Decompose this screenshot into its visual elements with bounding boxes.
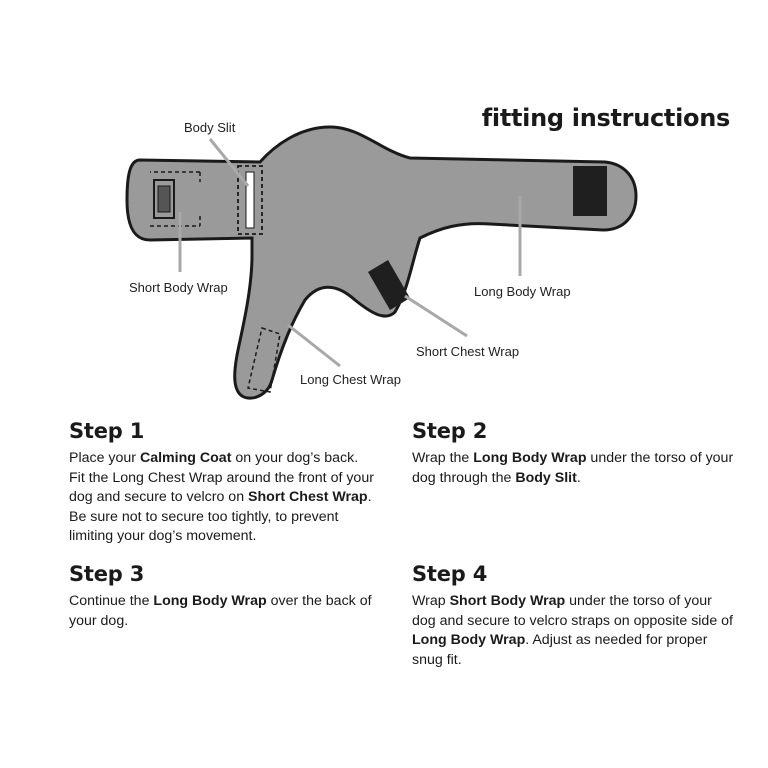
body-slit xyxy=(246,172,254,228)
step-text-run: under the torso of your dog and secure to velcro straps on opposite side of xyxy=(412,593,733,629)
step-text-bold: Long Body Wrap xyxy=(473,450,587,466)
step-text-run: . Be sure not to secure too tightly, to prevent limiting your dog’s movement. xyxy=(69,489,372,544)
step-text-run: Place your xyxy=(69,450,140,466)
step-heading: Step 1 xyxy=(69,419,145,443)
step-text xyxy=(69,592,374,631)
step-text xyxy=(69,449,374,547)
step-text-run: . Adjust as needed for proper snug fit. xyxy=(412,632,708,668)
step-text-bold: Long Body Wrap xyxy=(412,632,526,648)
callout-long-body-wrap: Long Body Wrap xyxy=(474,284,571,299)
page-title: fitting instructions xyxy=(481,104,730,132)
callout-short-chest-wrap: Short Chest Wrap xyxy=(416,344,520,359)
callout-long-chest-wrap: Long Chest Wrap xyxy=(300,372,401,387)
step-text-bold: Short Body Wrap xyxy=(449,593,566,609)
step-text-bold: Short Chest Wrap xyxy=(248,489,368,505)
step-text-run: Continue the xyxy=(69,593,154,609)
step-text xyxy=(412,592,737,670)
leader-long-chest-wrap xyxy=(288,325,340,366)
coat-shape xyxy=(127,127,636,398)
step-text xyxy=(412,449,737,488)
step-heading: Step 2 xyxy=(412,419,488,443)
step-1 xyxy=(69,419,374,547)
step-heading: Step 3 xyxy=(69,562,145,586)
step-text-run: Wrap xyxy=(412,593,450,609)
leader-short-chest-wrap xyxy=(405,296,467,336)
callout-body-slit: Body Slit xyxy=(184,120,236,135)
step-text-bold: Body Slit xyxy=(515,469,577,486)
long-body-wrap-velcro xyxy=(573,166,607,216)
callout-short-body-wrap: Short Body Wrap xyxy=(129,280,228,295)
step-heading: Step 4 xyxy=(412,562,488,586)
step-text-run: . xyxy=(576,469,581,486)
step-text-run: under the torso of your dog through the xyxy=(412,450,734,486)
step-text-run: over the back of your dog. xyxy=(69,593,372,629)
step-text-run: Wrap the xyxy=(412,450,474,466)
brand-label xyxy=(158,186,170,212)
step-2 xyxy=(412,419,737,488)
step-4 xyxy=(412,562,737,670)
step-text-bold: Calming Coat xyxy=(139,450,232,466)
step-3 xyxy=(69,562,374,631)
step-text-bold: Long Body Wrap xyxy=(153,593,267,609)
step-text-run: on your dog’s back. Fit the Long Chest Wrap around the front of your dog and secure to velcro on xyxy=(69,450,374,505)
